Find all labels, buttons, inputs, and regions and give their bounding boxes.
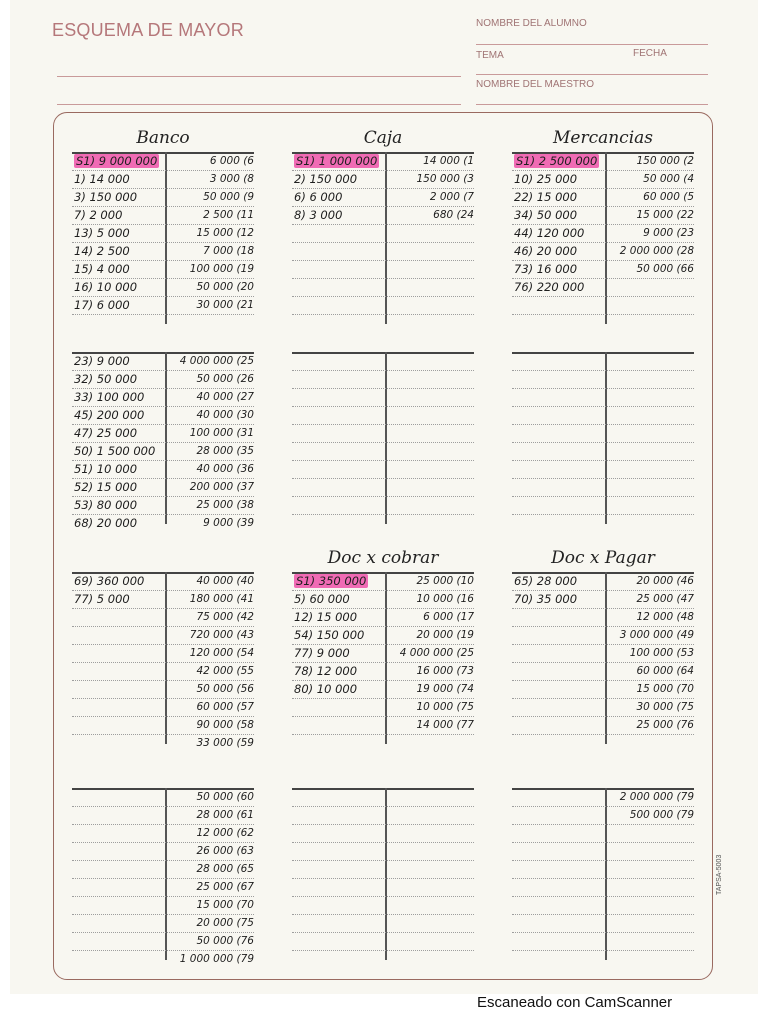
ruled-line — [72, 806, 254, 807]
teacher-name-line — [476, 104, 708, 105]
ruled-line — [512, 188, 694, 189]
ruled-line — [72, 224, 254, 225]
debit-entry: 73) 16 000 — [514, 262, 578, 276]
t-account-divider — [605, 152, 607, 324]
ruled-line — [292, 662, 474, 663]
credit-entry: 20 000 (19 — [416, 629, 474, 641]
page-title: ESQUEMA DE MAYOR — [52, 20, 244, 40]
ruled-line — [512, 644, 694, 645]
credit-entry: 60 000 (57 — [196, 701, 254, 713]
ruled-line — [72, 950, 254, 951]
credit-entry: 15 000 (22 — [636, 209, 694, 221]
ruled-line — [512, 608, 694, 609]
topic-line — [476, 74, 708, 75]
ruled-line — [292, 514, 474, 515]
debit-entry: 50) 1 500 000 — [74, 444, 156, 458]
credit-entry: 3 000 (8 — [209, 173, 254, 185]
t-account-top-line — [292, 352, 474, 354]
ruled-line — [292, 170, 474, 171]
topic-label: TEMA — [476, 50, 504, 61]
debit-entry: 69) 360 000 — [74, 574, 145, 588]
ruled-line — [292, 206, 474, 207]
debit-entry: 12) 15 000 — [294, 610, 358, 624]
header-line — [57, 76, 461, 77]
credit-entry: 500 000 (79 — [629, 809, 694, 821]
ruled-line — [72, 388, 254, 389]
credit-entry: 50 000 (66 — [636, 263, 694, 275]
debit-entry: 65) 28 000 — [514, 574, 578, 588]
header-line — [57, 104, 461, 105]
account-name: Doc x Pagar — [551, 548, 655, 568]
credit-entry: 100 000 (31 — [189, 427, 254, 439]
ruled-line — [72, 824, 254, 825]
ruled-line — [72, 242, 254, 243]
credit-entry: 50 000 (60 — [196, 791, 254, 803]
debit-entry: 44) 120 000 — [514, 226, 585, 240]
credit-entry: 10 000 (16 — [416, 593, 474, 605]
credit-entry: 30 000 (75 — [636, 701, 694, 713]
t-account — [72, 572, 254, 749]
credit-entry: 15 000 (12 — [196, 227, 254, 239]
ruled-line — [72, 278, 254, 279]
t-account — [512, 548, 694, 744]
ruled-line — [72, 460, 254, 461]
credit-entry: 25 000 (47 — [636, 593, 694, 605]
student-name-label: NOMBRE DEL ALUMNO — [476, 18, 587, 29]
t-account-divider — [165, 352, 167, 524]
ruled-line — [292, 824, 474, 825]
ruled-line — [512, 314, 694, 315]
debit-entry: 54) 150 000 — [294, 628, 365, 642]
account-name: Mercancias — [552, 128, 654, 148]
ruled-line — [72, 206, 254, 207]
opening-balance-entry: S1) 9 000 000 — [76, 154, 158, 168]
debit-entry: 15) 4 000 — [74, 262, 130, 276]
t-account — [292, 128, 474, 324]
ruled-line — [512, 590, 694, 591]
credit-entry: 680 (24 — [433, 209, 474, 221]
credit-entry: 14 000 (1 — [423, 155, 474, 167]
scanner-watermark: Escaneado con CamScanner — [477, 994, 673, 1011]
debit-entry: 34) 50 000 — [514, 208, 578, 222]
t-account-top-line — [512, 352, 694, 354]
ruled-line — [292, 442, 474, 443]
credit-entry: 60 000 (5 — [643, 191, 694, 203]
debit-entry: 51) 10 000 — [74, 462, 138, 476]
credit-entry: 75 000 (42 — [196, 611, 254, 623]
ruled-line — [512, 514, 694, 515]
t-account — [72, 352, 254, 530]
credit-entry: 150 000 (3 — [416, 173, 474, 185]
credit-entry: 40 000 (40 — [196, 575, 254, 587]
ruled-line — [292, 734, 474, 735]
ruled-line — [292, 608, 474, 609]
credit-entry: 30 000 (21 — [196, 299, 254, 311]
credit-entry: 28 000 (65 — [196, 863, 254, 875]
ruled-line — [292, 406, 474, 407]
ruled-line — [72, 296, 254, 297]
ruled-line — [72, 716, 254, 717]
debit-entry: 70) 35 000 — [514, 592, 578, 606]
ruled-line — [72, 878, 254, 879]
ruled-line — [292, 842, 474, 843]
credit-entry: 2 000 (7 — [429, 191, 474, 203]
debit-entry: 10) 25 000 — [514, 172, 578, 186]
credit-entry: 7 000 (18 — [203, 245, 254, 257]
ruled-line — [72, 514, 254, 515]
credit-entry: 60 000 (64 — [636, 665, 694, 677]
credit-entry: 2 500 (11 — [203, 209, 254, 221]
credit-entry: 200 000 (37 — [189, 481, 254, 493]
credit-entry: 50 000 (9 — [203, 191, 254, 203]
credit-entry: 6 000 (17 — [423, 611, 474, 623]
t-account — [512, 352, 694, 524]
ruled-line — [292, 224, 474, 225]
ruled-line — [72, 680, 254, 681]
debit-entry: 78) 12 000 — [294, 664, 358, 678]
credit-entry: 26 000 (63 — [196, 845, 254, 857]
ruled-line — [512, 406, 694, 407]
account-name: Caja — [363, 128, 403, 148]
opening-balance-entry: S1) 2 500 000 — [516, 154, 598, 168]
t-account-divider — [385, 352, 387, 524]
ruled-line — [72, 442, 254, 443]
date-label: FECHA — [633, 48, 667, 59]
ruled-line — [512, 460, 694, 461]
credit-entry: 42 000 (55 — [196, 665, 254, 677]
credit-entry: 100 000 (19 — [189, 263, 254, 275]
ruled-line — [512, 478, 694, 479]
ruled-line — [292, 590, 474, 591]
debit-entry: 17) 6 000 — [74, 298, 130, 312]
ruled-line — [72, 626, 254, 627]
credit-entry: 14 000 (77 — [416, 719, 474, 731]
ruled-line — [512, 442, 694, 443]
ruled-line — [72, 406, 254, 407]
ruled-line — [512, 662, 694, 663]
debit-entry: 77) 9 000 — [294, 646, 350, 660]
ruled-line — [72, 842, 254, 843]
t-account — [292, 548, 474, 744]
ruled-line — [292, 370, 474, 371]
t-account — [72, 788, 254, 965]
ruled-line — [72, 860, 254, 861]
ruled-line — [292, 478, 474, 479]
t-account-divider — [165, 572, 167, 744]
ruled-line — [72, 496, 254, 497]
t-account — [72, 128, 254, 324]
ruled-line — [292, 278, 474, 279]
ruled-line — [72, 370, 254, 371]
debit-entry: 8) 3 000 — [294, 208, 343, 222]
credit-entry: 12 000 (62 — [196, 827, 254, 839]
ruled-line — [292, 896, 474, 897]
credit-entry: 10 000 (75 — [416, 701, 474, 713]
ruled-line — [292, 716, 474, 717]
debit-entry: 22) 15 000 — [514, 190, 578, 204]
ruled-line — [292, 914, 474, 915]
ruled-line — [72, 644, 254, 645]
debit-entry: 68) 20 000 — [74, 516, 138, 530]
debit-entry: 76) 220 000 — [514, 280, 585, 294]
debit-entry: 7) 2 000 — [74, 208, 123, 222]
debit-entry: 23) 9 000 — [74, 354, 130, 368]
ruled-line — [512, 388, 694, 389]
ruled-line — [292, 860, 474, 861]
ruled-line — [292, 626, 474, 627]
teacher-name-label: NOMBRE DEL MAESTRO — [476, 79, 594, 90]
ruled-line — [512, 496, 694, 497]
ruled-line — [292, 460, 474, 461]
credit-entry: 100 000 (53 — [629, 647, 694, 659]
debit-entry: 3) 150 000 — [74, 190, 138, 204]
ruled-line — [512, 224, 694, 225]
ruled-line — [292, 424, 474, 425]
debit-entry: 13) 5 000 — [74, 226, 130, 240]
ruled-line — [72, 590, 254, 591]
credit-entry: 20 000 (46 — [636, 575, 694, 587]
ruled-line — [512, 806, 694, 807]
t-account — [512, 128, 694, 324]
ruled-line — [72, 662, 254, 663]
ruled-line — [292, 698, 474, 699]
ruled-line — [512, 424, 694, 425]
ruled-line — [512, 296, 694, 297]
debit-entry: 16) 10 000 — [74, 280, 138, 294]
credit-entry: 20 000 (75 — [196, 917, 254, 929]
t-account-divider — [385, 788, 387, 960]
debit-entry: 1) 14 000 — [74, 172, 130, 186]
ruled-line — [512, 206, 694, 207]
t-account — [292, 788, 474, 960]
ruled-line — [72, 896, 254, 897]
ruled-line — [72, 260, 254, 261]
credit-entry: 9 000 (23 — [643, 227, 694, 239]
credit-entry: 1 000 000 (79 — [179, 953, 254, 965]
credit-entry: 50 000 (76 — [196, 935, 254, 947]
credit-entry: 15 000 (70 — [196, 899, 254, 911]
t-account-divider — [165, 788, 167, 960]
credit-entry: 15 000 (70 — [636, 683, 694, 695]
ruled-line — [292, 680, 474, 681]
credit-entry: 28 000 (35 — [196, 445, 254, 457]
credit-entry: 180 000 (41 — [189, 593, 254, 605]
t-account-divider — [385, 572, 387, 744]
ruled-line — [292, 644, 474, 645]
ruled-line — [512, 878, 694, 879]
credit-entry: 4 000 000 (25 — [179, 355, 254, 367]
credit-entry: 50 000 (26 — [196, 373, 254, 385]
form-code: TAPSA-5003 — [716, 854, 723, 895]
t-account-divider — [385, 152, 387, 324]
t-account-top-line — [292, 788, 474, 790]
t-account — [512, 788, 694, 960]
ruled-line — [292, 496, 474, 497]
ruled-line — [292, 296, 474, 297]
debit-entry: 6) 6 000 — [294, 190, 343, 204]
credit-entry: 12 000 (48 — [636, 611, 694, 623]
ruled-line — [512, 260, 694, 261]
credit-entry: 120 000 (54 — [189, 647, 254, 659]
credit-entry: 50 000 (4 — [643, 173, 694, 185]
ruled-line — [512, 278, 694, 279]
credit-entry: 40 000 (36 — [196, 463, 254, 475]
credit-entry: 2 000 000 (28 — [619, 245, 694, 257]
credit-entry: 33 000 (59 — [196, 737, 254, 749]
t-account-divider — [605, 352, 607, 524]
opening-balance-entry: S1) 1 000 000 — [296, 154, 378, 168]
ruled-line — [72, 188, 254, 189]
ruled-line — [512, 950, 694, 951]
ruled-line — [292, 932, 474, 933]
credit-entry: 40 000 (27 — [196, 391, 254, 403]
t-account-divider — [165, 152, 167, 324]
debit-entry: 14) 2 500 — [74, 244, 130, 258]
credit-entry: 3 000 000 (49 — [619, 629, 694, 641]
ruled-line — [512, 626, 694, 627]
ruled-line — [512, 698, 694, 699]
credit-entry: 25 000 (76 — [636, 719, 694, 731]
ruled-line — [512, 824, 694, 825]
ruled-line — [72, 932, 254, 933]
ruled-line — [72, 608, 254, 609]
ruled-line — [72, 478, 254, 479]
debit-entry: 5) 60 000 — [294, 592, 350, 606]
ruled-line — [292, 188, 474, 189]
credit-entry: 50 000 (20 — [196, 281, 254, 293]
t-account-divider — [605, 572, 607, 744]
t-account — [292, 352, 474, 524]
credit-entry: 25 000 (38 — [196, 499, 254, 511]
credit-entry: 40 000 (30 — [196, 409, 254, 421]
ruled-line — [72, 914, 254, 915]
ruled-line — [512, 370, 694, 371]
ruled-line — [292, 878, 474, 879]
opening-balance-entry: S1) 350 000 — [296, 574, 367, 588]
ruled-line — [292, 314, 474, 315]
ruled-line — [72, 698, 254, 699]
debit-entry: 80) 10 000 — [294, 682, 358, 696]
ruled-line — [512, 932, 694, 933]
ruled-line — [512, 734, 694, 735]
ruled-line — [512, 242, 694, 243]
debit-entry: 2) 150 000 — [294, 172, 358, 186]
ruled-line — [512, 842, 694, 843]
student-name-line — [476, 44, 708, 45]
credit-entry: 150 000 (2 — [636, 155, 694, 167]
credit-entry: 16 000 (73 — [416, 665, 474, 677]
ruled-line — [512, 914, 694, 915]
debit-entry: 52) 15 000 — [74, 480, 138, 494]
ruled-line — [292, 260, 474, 261]
credit-entry: 28 000 (61 — [196, 809, 254, 821]
ruled-line — [512, 680, 694, 681]
credit-entry: 4 000 000 (25 — [399, 647, 474, 659]
ruled-line — [292, 950, 474, 951]
account-name: Doc x cobrar — [327, 548, 439, 568]
ruled-line — [292, 806, 474, 807]
ruled-line — [72, 424, 254, 425]
account-name: Banco — [136, 128, 190, 148]
ruled-line — [72, 170, 254, 171]
debit-entry: 77) 5 000 — [74, 592, 130, 606]
credit-entry: 90 000 (58 — [196, 719, 254, 731]
debit-entry: 53) 80 000 — [74, 498, 138, 512]
credit-entry: 25 000 (67 — [196, 881, 254, 893]
ruled-line — [512, 860, 694, 861]
ruled-line — [292, 388, 474, 389]
credit-entry: 9 000 (39 — [203, 517, 254, 529]
t-account-divider — [605, 788, 607, 960]
ruled-line — [72, 314, 254, 315]
debit-entry: 47) 25 000 — [74, 426, 138, 440]
debit-entry: 32) 50 000 — [74, 372, 138, 386]
ruled-line — [512, 170, 694, 171]
debit-entry: 45) 200 000 — [74, 408, 145, 422]
debit-entry: 33) 100 000 — [74, 390, 145, 404]
credit-entry: 50 000 (56 — [196, 683, 254, 695]
debit-entry: 46) 20 000 — [514, 244, 578, 258]
credit-entry: 720 000 (43 — [189, 629, 254, 641]
scanner-footer — [0, 994, 768, 1024]
credit-entry: 2 000 000 (79 — [619, 791, 694, 803]
ruled-line — [512, 716, 694, 717]
ruled-line — [512, 896, 694, 897]
ruled-line — [292, 242, 474, 243]
credit-entry: 25 000 (10 — [416, 575, 474, 587]
ruled-line — [72, 734, 254, 735]
credit-entry: 6 000 (6 — [209, 155, 254, 167]
credit-entry: 19 000 (74 — [416, 683, 474, 695]
